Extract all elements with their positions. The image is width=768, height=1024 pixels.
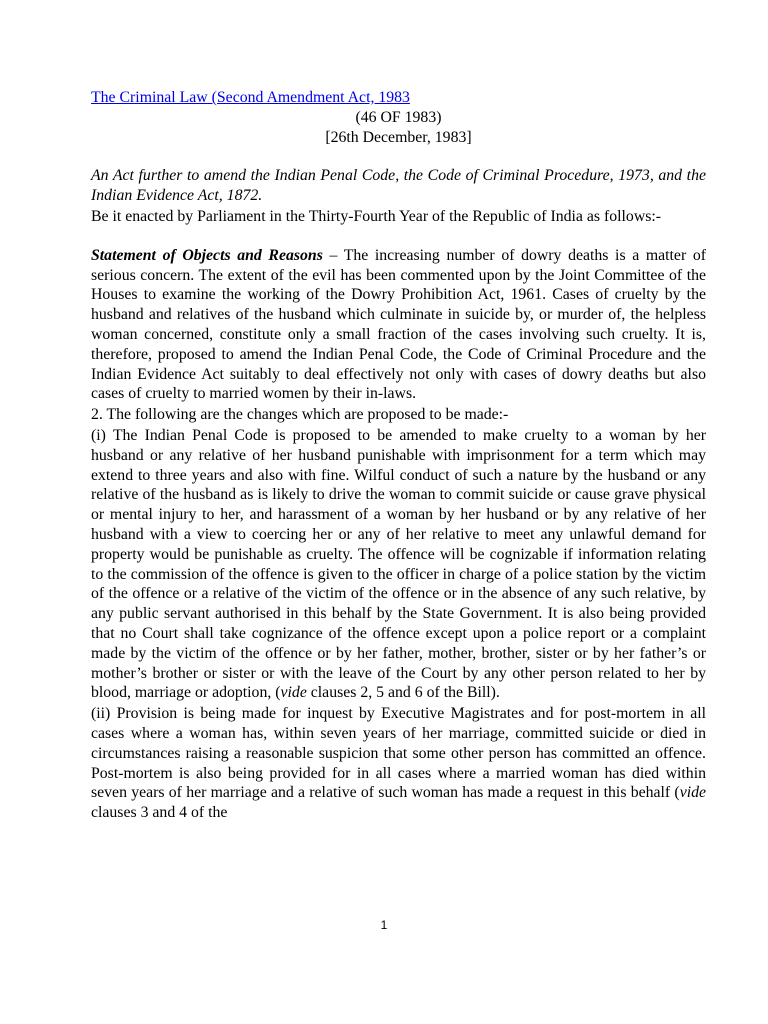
item-ii-vide: vide bbox=[679, 784, 706, 802]
item-i-vide: vide bbox=[280, 684, 307, 702]
item-ii-text: (ii) Provision is being made for inquest by Executive Magistrates and for post-mortem in all cases where a woman has, within seven years of her marriage, committed suicide or died in circumstances raising a reasonable suspicion that some other person has committed an offence. Post-mortem is also being provided for in all cases where a married woman has died within seven years of her marriage and a relative of such woman has made a request in this behalf ( bbox=[91, 705, 706, 802]
page-number: 1 bbox=[380, 918, 388, 932]
statement-heading: Statement of Objects and Reasons bbox=[91, 246, 323, 264]
item-i-text: (i) The Indian Penal Code is proposed to be amended to make cruelty to a woman by her husband or any relative of her husband punishable with imprisonment for a term which may extend to three years and also with fine. Wilful conduct of such a nature by the husband or any relative of the husband as is likely to drive the woman to commit suicide or cause grave physical or mental injury to her, and harassment of a woman by her husband or by any relative of her husband with a view to coercing her or any of her relative to meet any unlawful demand for property would be punishable as cruelty. The offence will be cognizable if information relating to the commission of the offence is given to the officer in charge of a police station by the victim of the offence or a relative of the victim of the offence or in the absence of any such relative, by any public servant authorised in this behalf by the State Government. It is also being provided that no Court shall take cognizance of the offence except upon a police report or a complaint made by the victim of the offence or by her father, mother, brother, sister or by her father’s or mother’s brother or sister or with the leave of the Court by any other person related to her by blood, marriage or adoption, ( bbox=[91, 426, 706, 702]
preamble bbox=[91, 166, 706, 206]
act-date: [26th December, 1983] bbox=[325, 128, 472, 146]
title-line bbox=[91, 88, 706, 108]
statement-of-objects bbox=[91, 246, 706, 404]
item-i-end: clauses 2, 5 and 6 of the Bill). bbox=[306, 684, 500, 702]
spacer bbox=[91, 147, 706, 166]
item-ii-end: clauses 3 and 4 of the bbox=[91, 804, 228, 822]
act-title-link[interactable]: The Criminal Law (Second Amendment Act, 1983 bbox=[91, 89, 410, 106]
act-number: (46 OF 1983) bbox=[355, 108, 442, 126]
statement-dash: – bbox=[322, 246, 344, 264]
preamble-text: An Act further to amend the Indian Penal Code, the Code of Criminal Procedure, 1973, and the Indian Evidence Act, 1872. bbox=[91, 167, 706, 205]
statement-body: The increasing number of dowry deaths is a matter of serious concern. The extent of the evil has been commented upon by the Joint Committee of the Houses to examine the working of the Dowry Prohibition Act, 1961. Cases of cruelty by the husband and relatives of the husband which culminate in suicide by, or murder of, the helpless woman concerned, constitute only a small fraction of the cases involving such cruelty. It is, therefore, proposed to amend the Indian Penal Code, the Code of Criminal Procedure and the Indian Evidence Act suitably to deal effectively not only with cases of dowry deaths but also cases of cruelty to married women by their in-laws. bbox=[91, 246, 706, 403]
enactment-clause: Be it enacted by Parliament in the Thirty-Fourth Year of the Republic of India as follows:- bbox=[91, 207, 662, 225]
item-ii bbox=[91, 704, 706, 823]
spacer bbox=[91, 227, 706, 246]
item-i bbox=[91, 426, 706, 703]
point-2: 2. The following are the changes which are proposed to be made:- bbox=[91, 406, 509, 424]
document-body bbox=[91, 88, 706, 823]
